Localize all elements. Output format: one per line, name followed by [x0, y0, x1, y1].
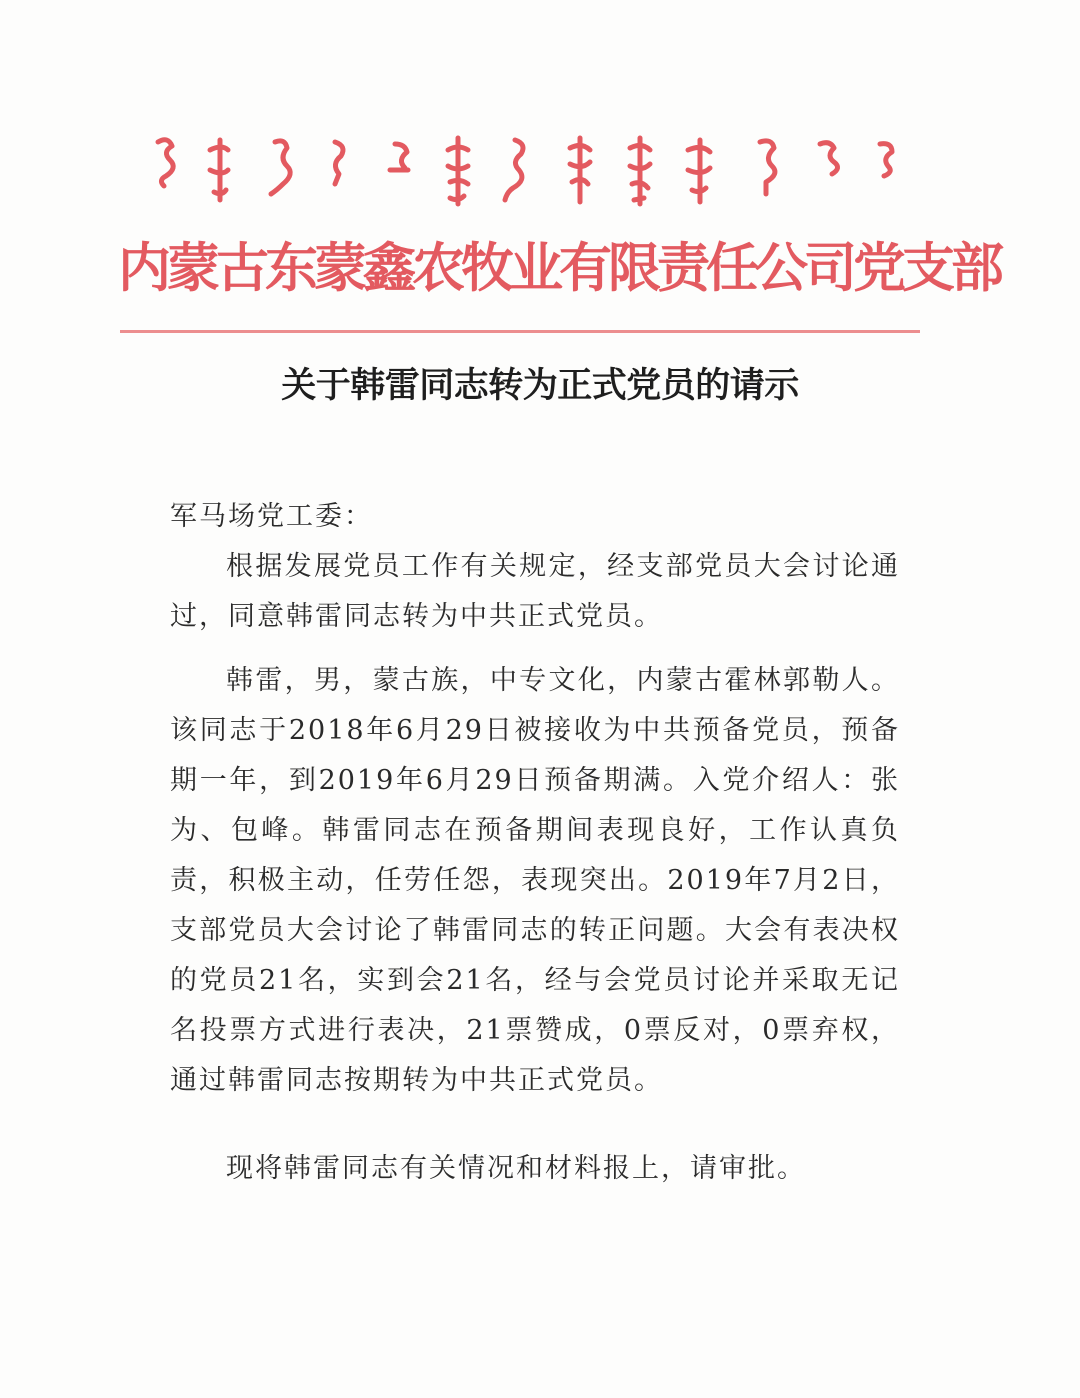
- mongolian-script-wordmark-icon: [140, 120, 920, 220]
- paragraph-approval: 根据发展党员工作有关规定，经支部党员大会讨论通过，同意韩雷同志转为中共正式党员。: [170, 551, 900, 632]
- organization-name: 内蒙古东蒙鑫农牧业有限责任公司党支部: [118, 237, 1000, 299]
- paragraph-details: 韩雷，男，蒙古族，中专文化，内蒙古霍林郭勒人。该同志于2018年6月29日被接收为中共预备党员，预备期一年，到2019年6月29日预备期满。入党介绍人：张为、包峰。韩雷同志在预备期间表现良好，工作认真负责，积极主动，任劳任怨，表现突出。2019年7月2日，支部党员大会讨论了韩雷同志的转正问题。大会有表决权的党员21名，实到会21名，经与会党员讨论并采取无记名投票方式进行表决，21票赞成，0票反对，0票弃权，通过韩雷同志按期转为中共正式党员。: [170, 665, 900, 1096]
- paragraph-request: 现将韩雷同志有关情况和材料报上，请审批。: [226, 1153, 806, 1184]
- letterhead-divider: [120, 330, 920, 333]
- document-title: 关于韩雷同志转为正式党员的请示: [281, 365, 799, 406]
- salutation: 军马场党工委：: [170, 501, 373, 532]
- mongolian-script-svg: [140, 120, 920, 220]
